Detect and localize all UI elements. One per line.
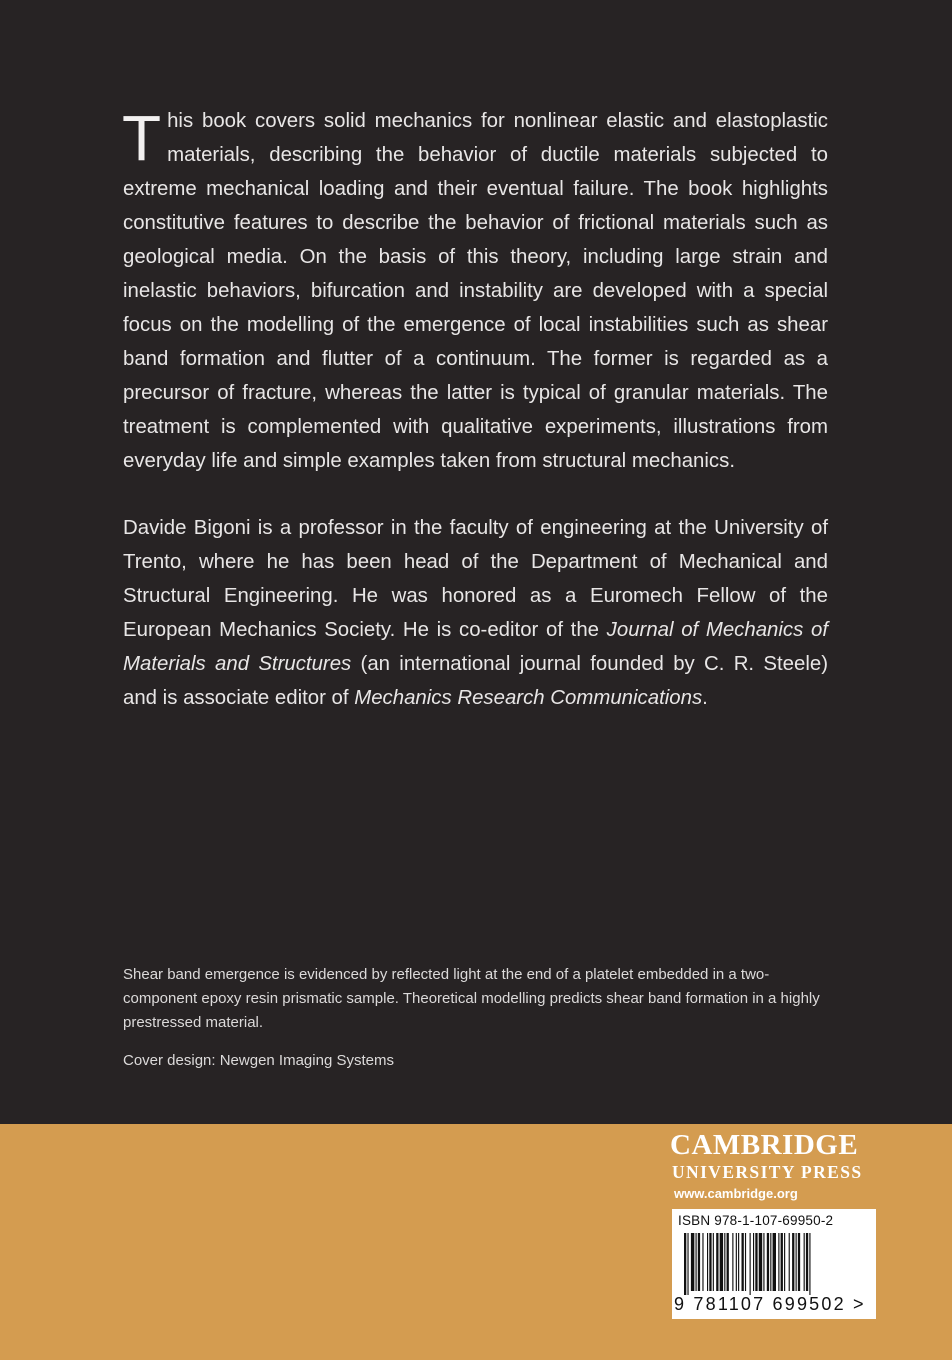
journal-title-2: Mechanics Research Communications — [354, 687, 703, 709]
blurb-paragraph-1 — [123, 104, 828, 478]
author-bio — [123, 511, 828, 715]
journal-title: Journal of Mechanics of Materials and Structures — [123, 619, 828, 675]
cover-image-caption: Shear band emergence is evidenced by reflected light at the end of a platelet embedded in a two-component epoxy resin prismatic sample. Theoretical modelling predicts shear band formation in a highly prestressed material. — [123, 966, 820, 1031]
author-bio-end: . — [702, 687, 708, 709]
author-bio-text-1: Davide Bigoni is a professor in the faculty of engineering at the University of Trento, where he has been head of the Department of Mechanical and Structural Engineering. He was honored as a Euromech Fellow of the European Mechanics Society. He is co-editor of the — [123, 517, 828, 641]
author-bio-text-2: (an international journal founded by C. R. Steele) and is associate editor of — [123, 653, 828, 709]
publisher-url: www.cambridge.org — [674, 1186, 798, 1201]
barcode-icon — [684, 1233, 866, 1295]
barcode-number: 9 781107 699502 > — [674, 1294, 866, 1314]
cover-design-credit: Cover design: Newgen Imaging Systems — [123, 1052, 394, 1069]
drop-cap: T — [122, 102, 162, 174]
publisher-logo-name: CAMBRIDGE — [670, 1129, 859, 1161]
blurb-paragraph-1-text: his book covers solid mechanics for nonlinear elastic and elastoplastic materials, describing the behavior of ductile materials subjected to extreme mechanical loading and their eventual failure. The book highlights constitutive features to describe the behavior of frictional materials such as geological media. On the basis of this theory, including large strain and inelastic behaviors, bifurcation and instability are developed with a special focus on the modelling of the emergence of local instabilities such as shear band formation and flutter of a continuum. The former is regarded as a precursor of fracture, whereas the latter is typical of granular materials. The treatment is complemented with qualitative experiments, illustrations from everyday life and simple examples taken from structural mechanics. — [123, 110, 828, 472]
publisher-logo-press: UNIVERSITY PRESS — [672, 1162, 863, 1182]
isbn-label: ISBN 978-1-107-69950-2 — [678, 1213, 834, 1228]
